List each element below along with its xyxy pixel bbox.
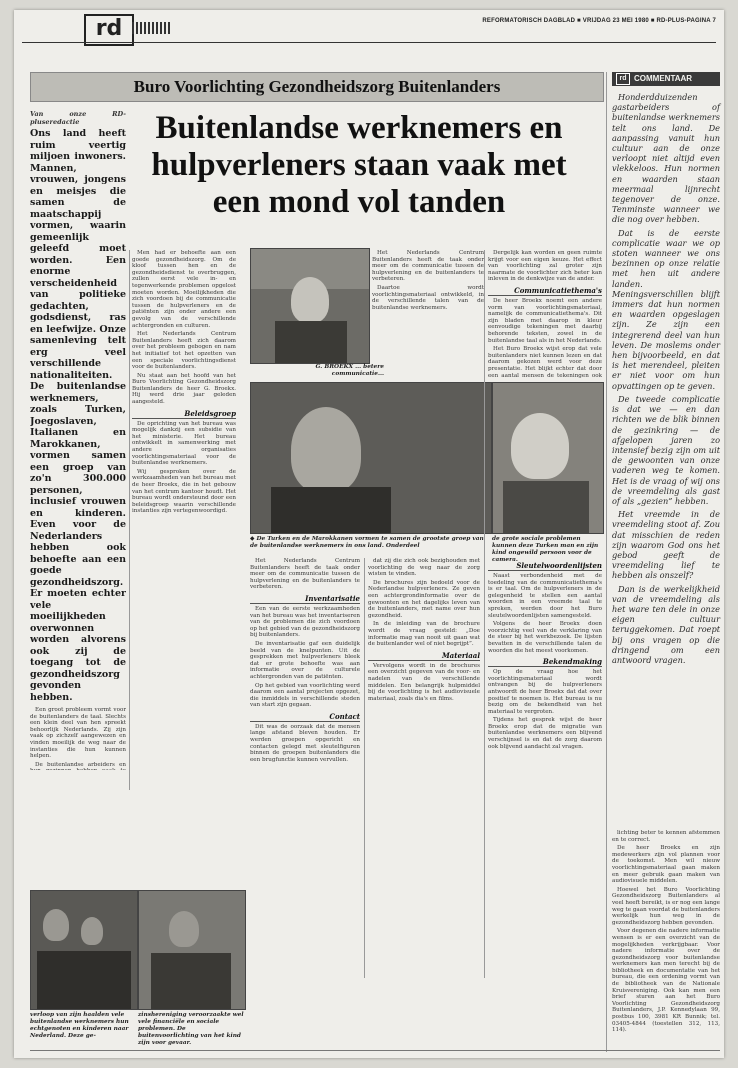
article-column-2	[132, 250, 236, 680]
rd-mini-icon: rd	[616, 73, 630, 85]
column-divider	[364, 558, 365, 978]
article-column-3	[250, 558, 360, 978]
photo-broekx	[250, 248, 370, 364]
caption-bottom-left-1: verloop van zijn haalden vele buitenlandse werknemers hun echtgenoten en kinderen naar Nederland. Deze ge-	[30, 1012, 129, 1039]
body-paragraph: Het Buro Broekx wijst erop dat vele buitenlanders niet kunnen lezen en dat daarom gekozen werd voor deze presentatie. Het blijkt echter dat door een aantal mensen de tekeningen ook	[488, 346, 602, 378]
caption-top-photo: G. BROEKX ... betere communicatie...	[315, 364, 384, 377]
subheading: Contact	[250, 712, 360, 722]
body-paragraph: Het Nederlands Centrum Buitenlanders heeft de taak onder meer om de communicatie tussen de hulpverlening en de buitenlanders te verbeteren.	[250, 558, 360, 591]
body-paragraph: Tijdens het gesprek wijst de heer Broekx erop dat de migratie van buitenlandse werknemers een blijvend verschijnsel is en dat de zorg daarom ook blijvend aandacht zal vragen.	[488, 717, 602, 750]
photo-family-2	[138, 890, 246, 1010]
commentary-paragraph: Honderdduizenden gastarbeiders of buitenlandse werknemers telt ons land. De aanpassing vanuit hun cultuur aan de onze verloopt niet altijd even vlekkeloos. Hun normen en waarden staan meermaal lijnrecht tegenover de onze. Tenminste wanneer we die nog over hebben.	[612, 92, 720, 225]
body-paragraph: Nu staat aan het hoofd van het Buro Voorlichting Gezondheidszorg Buitenlanders de heer G. Broekx. Hij werd drie jaar geleden aangesteld.	[132, 372, 236, 406]
photo-family-1	[30, 890, 138, 1010]
body-paragraph: Wij gesproken over de werkzaamheden van het bureau met de heer Broekx, die in het gebouw van het centrum kantoor houdt. Het bureau wordt ondersteund door een beleidsgroep waarin verschillende instanties zijn vertegenwoordigd.	[132, 468, 236, 515]
masthead-meta: REFORMATORISCH DAGBLAD ■ VRIJDAG 23 MEI 1980 ■ RD-PLUS-PAGINA 7	[482, 18, 716, 24]
photo-turkish-man	[250, 382, 492, 534]
article-column-5	[488, 558, 602, 978]
column-divider	[484, 250, 485, 978]
body-paragraph: Vervolgens wordt in de brochures een overzicht gegeven van de voor- en nadelen van de verschillende middelen. Een belangrijk hulpmiddel bij de voorlichting is het audiovisuele materiaal, zoals dia's en films.	[368, 662, 480, 702]
body-paragraph: De brochures zijn bedoeld voor de Nederlandse hulpverleners. Ze geven een achtergrondinformatie over de gewoonten en het dagelijks leven van de buitenlanders, met name over hun gezondheid.	[368, 579, 480, 619]
subheading: Materiaal	[368, 651, 480, 661]
body-paragraph: dat zij die zich ook bezighouden met voorlichting de weg naar de zorg wisten te vinden.	[368, 558, 480, 578]
body-paragraph: Een groot probleem vormt voor de buitenlanders de taal. Slechts een klein deel van hen spreekt behoorlijk Nederlands. Zij zijn vaak op zichzelf aangewezen en vinden moeilijk de weg naar de instanties die hun kunnen helpen.	[30, 707, 126, 760]
body-paragraph: Dergelijk kan worden en geen ruimte krijgt voor een eigen keuze. Het effect van voorlichting zal groter zijn naarmate de voorlichter zich beter kan inleven in de denkwijze van de ander.	[488, 250, 602, 283]
commentary-header	[612, 72, 720, 86]
section-banner	[30, 72, 604, 102]
subheading: Bekendmaking	[488, 657, 602, 667]
subheading: Communicatiethema's	[488, 286, 602, 296]
photo-child	[492, 382, 604, 534]
caption-right-photo: de grote sociale problemen kunnen deze Turken man en zijn kind ongewild persoon voor de camera.	[492, 536, 599, 563]
body-paragraph: Daartoe wordt voorlichtingsmateriaal ontwikkeld, in de verschillende talen van de buitenlandse werknemers.	[372, 284, 484, 311]
commentary-label: COMMENTAAR	[634, 74, 693, 83]
body-paragraph: De buitenlandse arbeiders en	[35, 761, 126, 768]
body-paragraph: Een van de eerste werkzaamheden van het bureau was het inventariseren van de problemen die zich voordoen op het gebied van de gezondheidszorg bij buitenlanders.	[250, 605, 360, 639]
subheading: Inventarisatie	[250, 594, 360, 604]
body-paragraph: Men had er behoefte aan een goede gezondheidszorg. Om de kloof tussen hen en de gezondheidsdienst te overbruggen, zullen eerst vele in- en tegenwerkende problemen opgelost moeten worden. Moeilijkheden die zich voordoen bij de communicatie tussen de hulpverleners en de patiënten zijn onder andere een gevolg van de verschillende achtergronden en culturen.	[132, 250, 236, 329]
commentary-paragraph: Dan is de werkelijkheid van de vreemdeling als het ware ten dele in onze eigen cultuur teruggekomen. Dat roept bij ons vragen op die dringend om een antwoord vragen.	[612, 583, 720, 665]
article-column-6	[612, 830, 720, 1050]
commentary-paragraph: Het vreemde in de vreemdeling stoot af. Zou dat misschien de reden zijn waarom God ons het gebod geeft de vreemdeling lief te hebben als onszelf?	[612, 509, 720, 581]
body-paragraph: Het Nederlands Centrum Buitenlanders heeft de taak onder meer om de communicatie tussen de hulpverlening en de buitenlanders te verbeteren.	[372, 250, 484, 283]
rd-logo: rd	[84, 14, 134, 46]
column-divider	[129, 250, 130, 790]
body-paragraph: Het Nederlands Centrum Buitenlanders heeft zich daarom over het probleem gebogen en nam het initiatief tot het opzetten van een speciale voorlichtingsdienst voor de buitenlanders.	[132, 331, 236, 371]
body-paragraph: In de inleiding van de brochure wordt de vraag gesteld: „Doe informatie mag van nooit uit gaan wat de buitenlander wel of niet begrijpt”.	[368, 621, 480, 648]
body-paragraph: Voor degenen die nadere informatie wensen is er een overzicht van de mogelijkheden verkrijgbaar. Voor nadere informatie over de gezondheidszorg voor buitenlandse werknemers kan men terecht bij de bibliotheek en documentatie van het bureau, die een ordening vormt van de bibliotheek van de Nationale Kruisvereniging. Ook kan men een brief sturen aan het Buro Voorlichting Gezondheidszorg Buitenlanders, J.P. Kennedylaan 99, postbus 100, 3981 KR Bunnik; tel. 03405-4844 (toestellen 312, 113, 114).	[612, 928, 720, 1034]
commentary-column	[612, 92, 720, 668]
article-byline: Van onze RD-pluseredactie	[30, 110, 126, 126]
masthead	[14, 10, 724, 46]
page-bottom-rule	[30, 1050, 720, 1051]
body-paragraph: Dit was de oorzaak dat de mensen lange afstand bleven houden. Er werden groepen opgericht en contacten gelegd met sleutelfiguren binnen de groepen buitenlanders die een brugfunctie kunnen vervullen.	[250, 723, 360, 763]
article-lead: Ons land heeft ruim veertig miljoen inwoners. Mannen, vrouwen, jongens en meisjes die samen de maatschappij vormen, waarin gemeenlijk geleefd moet worden. Een enorme verscheidenheid van politieke gedachten, godsdienst, ras en leefwijze. Onze samenleving telt erg veel verschillende nationaliteiten. De buitenlandse werknemers, zoals Turken, Joegoslaven, Italianen en Marokkanen, vormen samen een groep van zo'n 300.000 personen, inclusief vrouwen en kinderen. Even voor de Nederlanders hebben ook behoefte aan een goede gezondheidszorg. Er moeten echter vele moeilijkheden overwonnen worden alvorens ook zij de toegang tot de gezondheidszorg gevonden hebben.	[30, 128, 126, 703]
body-paragraph: Naast verbondenheid met de toedeling van de communicatiethema's is er taal. Om de hulpverleners in de gelegenheid te stellen een aantal woorden in een vreemde taal te spreken, werden door het Buro sleutelwoordenlijsten samengesteld.	[488, 573, 602, 619]
article-column-5a	[488, 250, 602, 378]
column-divider	[606, 72, 607, 1052]
article-headline: Buitenlandse werknemers en hulpverleners staan vaak met een mond vol tanden	[151, 110, 567, 220]
newspaper-page	[14, 10, 724, 1058]
body-paragraph: De heer Broekx en zijn medewerkers zijn vol plannen voor de toekomst. Men wil nieuw voorlichtingsmateriaal gaan maken en meer gebruik gaan maken van audiovisuele middelen.	[612, 845, 720, 885]
article-column-4	[368, 558, 480, 978]
body-paragraph: De oprichting van het bureau was mogelijk dankzij een subsidie van het ministerie. Het bureau ontwikkelt in samenwerking met andere organisaties voorlichtingsmateriaal voor de buitenlandse werknemers.	[132, 420, 236, 467]
caption-bottom-left-2: zinshereniging veroorzaakte wel vele financiële en sociale problemen. De buitenvoorlichting van het kind zijn voor gevaar.	[138, 1012, 244, 1046]
section-banner-title: Buro Voorlichting Gezondheidszorg Buitenlanders	[133, 77, 501, 96]
body-paragraph: lichting beter te kennen afstemmen en te correct.	[612, 830, 720, 843]
caption-left-photo: ◆ De Turken en de Marokkanen vormen te samen de grootste groep van de buitenlandse werknemers in ons land. Onderdeel	[250, 536, 484, 549]
body-paragraph: Op de vraag hoe het voorlichtingsmateriaal wordt ontvangen bij de hulpverleners antwoordt de heer Broekx dat dat over positief te noemen is. Het bureau is nu bezig om de bekendheid van het materiaal te vergroten.	[488, 669, 602, 715]
body-paragraph: Op het gebied van voorlichting werd daarom een aantal projecten opgezet, die inmiddels in verschillende steden van start zijn gegaan.	[250, 682, 360, 709]
subheading: Beleidsgroep	[132, 409, 236, 419]
commentary-paragraph: De tweede complicatie is dat we — en dan richten we de blik binnen de gezinkring — de afgelopen jaren zo intensief bezig zijn om uit de gewoonten van onze vaderen weg te komen. Het is de vraag of wij ons de vreemdeling als gast of als „gezien” hebben.	[612, 393, 720, 506]
body-paragraph: Volgens de heer Broekx doen voorzichtig veel van de verklaring van de steer bij het werkbezoek. De lijsten bevatten in de verschillende talen de woorden die het meest voorkomen.	[488, 621, 602, 654]
subheading: Sleutelwoordenlijsten	[488, 561, 602, 571]
masthead-rule	[22, 42, 716, 43]
body-paragraph: De heer Broekx noemt een andere vorm van voorlichtingsmateriaal, namelijk de communicatiethema's. Dit zijn bladen met daarop in kleur eenvoudige tekeningen met daarbij behorende teksten, zowel in de buitenlandse taal als in het Nederlands.	[488, 297, 602, 344]
logo-stripes-icon	[132, 22, 172, 34]
commentary-paragraph: Dat is de eerste complicatie waar we op stoten wanneer we ons bezinnen op onze relatie met hen uit andere landen. Meningsverschillen blijft immers dat hun normen en waarden opgeslagen zijn. Ze zijn een integrerend deel van hun leven. De moslems onder hen bijvoorbeeld, en dat is het merendeel, pleiten er niet voor om hun opvattingen op te geven.	[612, 227, 720, 391]
body-paragraph: Hoewel het Buro Voorlichting Gezondheidszorg Buitenlanders al veel heeft bereikt, is er nog een lange weg te gaan voordat de buitenlanders werkelijk hun weg in de gezondheidszorg hebben gevonden.	[612, 886, 720, 926]
article-column-3a	[372, 250, 484, 370]
body-paragraph: De inventarisatie gaf een duidelijk beeld van de knelpunten. Uit de gesprekken met hulpverleners bleek dat er grote behoefte was aan informatie over de culturele achtergronden van de patiënten.	[250, 640, 360, 680]
article-column-1	[30, 110, 126, 770]
